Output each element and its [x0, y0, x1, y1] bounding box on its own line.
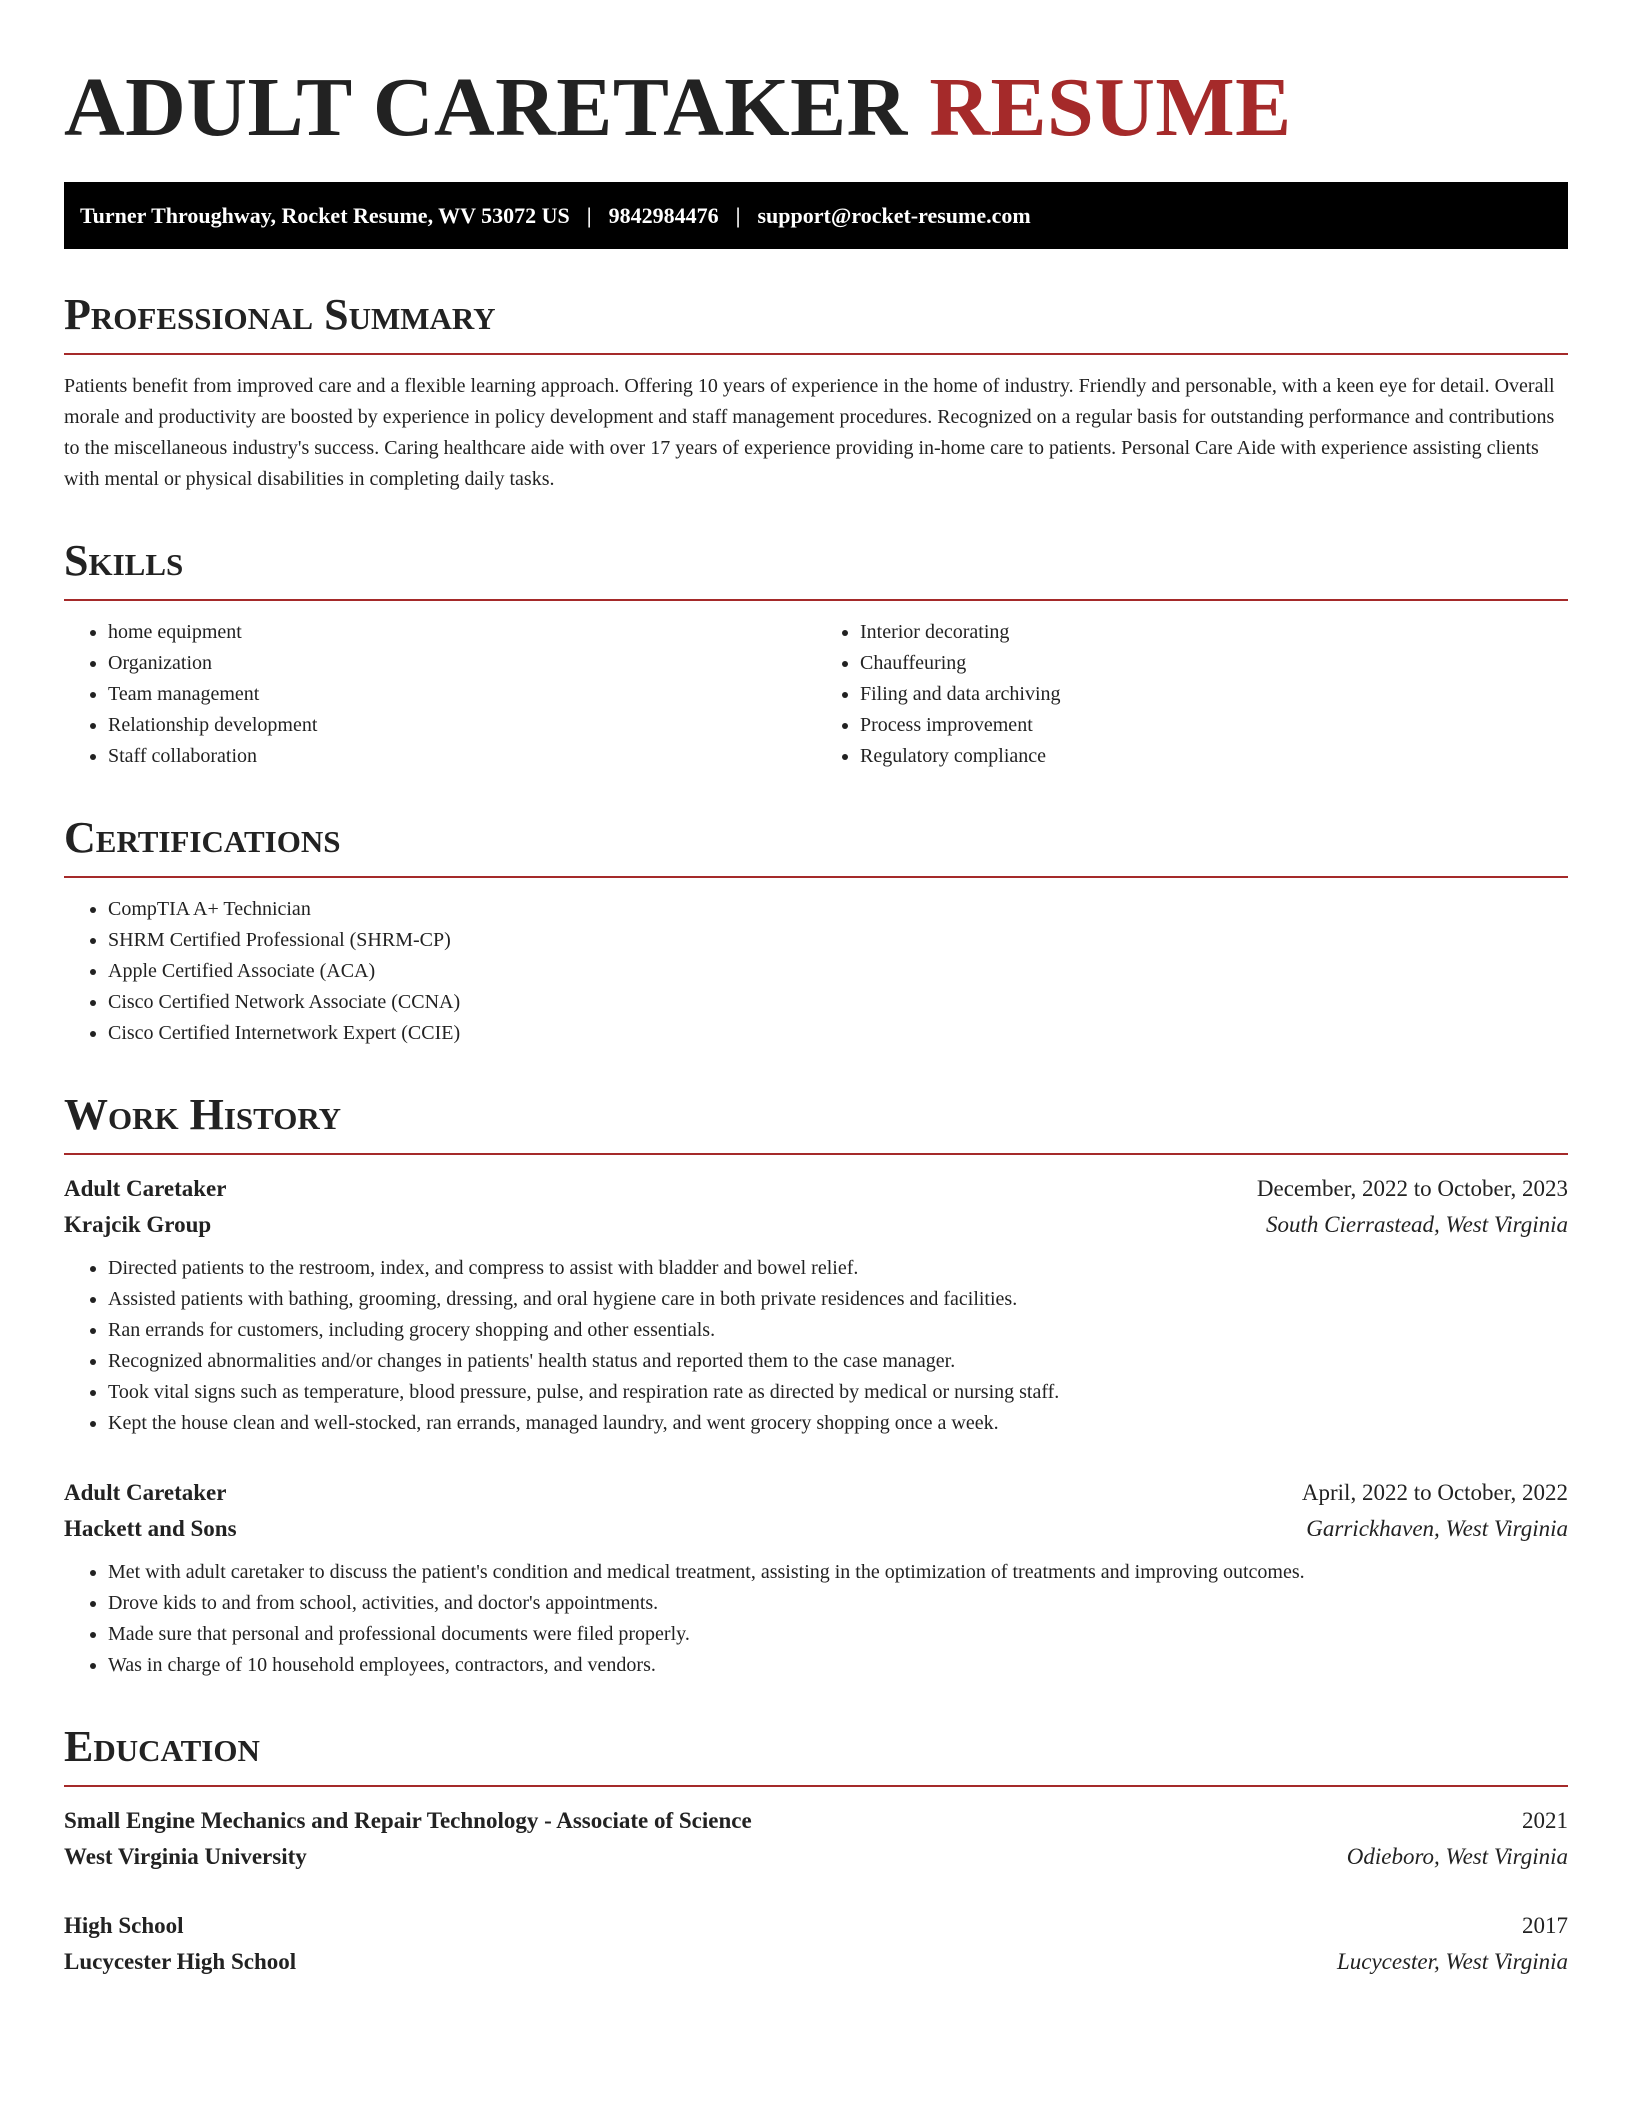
job-entry — [64, 1475, 1568, 1681]
skill-item: • Team management — [108, 679, 816, 710]
job-bullet: • Directed patients to the restroom, index, and compress to assist with bladder and bowel relief. — [108, 1253, 1568, 1284]
skills-list — [64, 617, 1568, 772]
skill-item: • Regulatory compliance — [860, 741, 1568, 772]
title-main: ADULT CARETAKER — [64, 61, 908, 154]
certifications-heading: Certifications — [64, 816, 1568, 878]
contact-email: support@rocket-resume.com — [757, 202, 1031, 228]
work-history-heading: Work History — [64, 1093, 1568, 1155]
job-bullet: • Made sure that personal and professional documents were filed properly. — [108, 1619, 1568, 1650]
contact-bar — [64, 182, 1568, 249]
job-dates: December, 2022 to October, 2023 — [1256, 1176, 1568, 1201]
contact-separator: | — [735, 202, 741, 228]
job-dates: April, 2022 to October, 2022 — [1301, 1480, 1568, 1505]
contact-phone: 9842984476 — [608, 202, 719, 228]
summary-text: Patients benefit from improved care and a flexible learning approach. Offering 10 years of experience in the home of industry. Friendly and personable, with a keen eye for detail. Overall morale and productivity are boosted by experience in policy development and staff management procedures. Recognized on a regular basis for outstanding performance and contributions to the miscellaneous industry's success. Caring healthcare aide with over 17 years of experience providing in-home care to patients. Personal Care Aide with experience assisting clients with mental or physical disabilities in completing daily tasks. — [64, 375, 1555, 490]
education-degree: High School — [64, 1913, 184, 1938]
certification-item: • CompTIA A+ Technician — [108, 894, 1568, 925]
certification-item: • Apple Certified Associate (ACA) — [108, 956, 1568, 987]
job-company: Krajcik Group — [64, 1212, 212, 1237]
title-accent: RESUME — [929, 61, 1292, 154]
job-bullet: • Drove kids to and from school, activities, and doctor's appointments. — [108, 1588, 1568, 1619]
skill-item: • Filing and data archiving — [860, 679, 1568, 710]
skill-item: • home equipment — [108, 617, 816, 648]
skills-column-left — [64, 617, 816, 772]
summary-heading: Professional Summary — [64, 293, 1568, 355]
job-bullet: • Ran errands for customers, including grocery shopping and other essentials. — [108, 1315, 1568, 1346]
job-bullet: • Met with adult caretaker to discuss the patient's condition and medical treatment, assisting in the optimization of treatments and improving outcomes. — [108, 1557, 1568, 1588]
job-role: Adult Caretaker — [64, 1176, 227, 1201]
job-bullets — [64, 1557, 1568, 1681]
education-heading: Education — [64, 1725, 1568, 1787]
education-entry — [64, 1908, 1568, 1980]
education-year: 2021 — [1522, 1808, 1568, 1833]
job-bullets — [64, 1253, 1568, 1439]
job-bullet: • Was in charge of 10 household employees, contractors, and vendors. — [108, 1650, 1568, 1681]
job-entry — [64, 1171, 1568, 1439]
education-location: Lucycester, West Virginia — [1336, 1949, 1568, 1974]
skill-item: • Chauffeuring — [860, 648, 1568, 679]
certifications-list — [64, 894, 1568, 1049]
contact-address: Turner Throughway, Rocket Resume, WV 53072 US — [80, 202, 570, 228]
skill-item: • Staff collaboration — [108, 741, 816, 772]
contact-separator: | — [586, 202, 592, 228]
resume-title — [64, 61, 1568, 154]
education-entry — [64, 1803, 1568, 1875]
education-location: Odieboro, West Virginia — [1346, 1844, 1568, 1869]
certification-item: • Cisco Certified Network Associate (CCNA) — [108, 987, 1568, 1018]
certification-item: • Cisco Certified Internetwork Expert (CCIE) — [108, 1018, 1568, 1049]
job-company: Hackett and Sons — [64, 1516, 237, 1541]
job-location: Garrickhaven, West Virginia — [1306, 1516, 1568, 1541]
job-bullet: • Took vital signs such as temperature, blood pressure, pulse, and respiration rate as directed by medical or nursing staff. — [108, 1377, 1568, 1408]
job-bullet: • Recognized abnormalities and/or changes in patients' health status and reported them to the case manager. — [108, 1346, 1568, 1377]
skill-item: • Process improvement — [860, 710, 1568, 741]
education-school: Lucycester High School — [64, 1949, 297, 1974]
job-role: Adult Caretaker — [64, 1480, 227, 1505]
skills-heading: Skills — [64, 539, 1568, 601]
education-year: 2017 — [1522, 1913, 1568, 1938]
certification-item: • SHRM Certified Professional (SHRM-CP) — [108, 925, 1568, 956]
skill-item: • Relationship development — [108, 710, 816, 741]
job-bullet: • Assisted patients with bathing, grooming, dressing, and oral hygiene care in both private residences and facilities. — [108, 1284, 1568, 1315]
job-bullet: • Kept the house clean and well-stocked, ran errands, managed laundry, and went grocery shopping once a week. — [108, 1408, 1568, 1439]
skills-column-right — [816, 617, 1568, 772]
job-location: South Cierrastead, West Virginia — [1266, 1212, 1568, 1237]
skill-item: • Interior decorating — [860, 617, 1568, 648]
skill-item: • Organization — [108, 648, 816, 679]
education-degree: Small Engine Mechanics and Repair Technology - Associate of Science — [64, 1808, 752, 1833]
education-school: West Virginia University — [64, 1844, 307, 1869]
